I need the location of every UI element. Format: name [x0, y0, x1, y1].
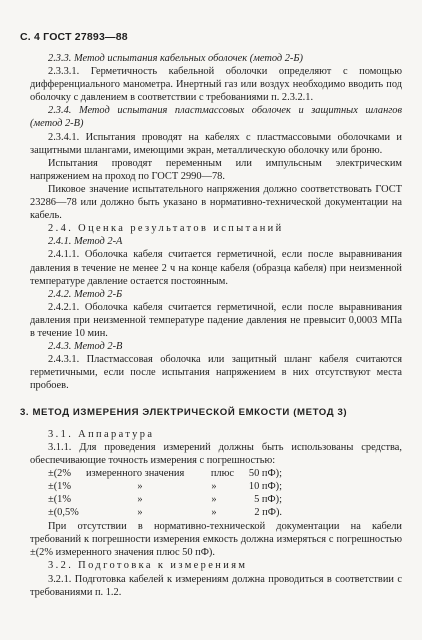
clause-2-3-4-heading: 2.3.4. Метод испытания пластмассовых оболочек и защитных шлангов (метод 2-В) [30, 105, 402, 130]
clause-2-4-heading: 2.4. Оценка результатов испытаний [48, 223, 284, 235]
accuracy-list [30, 467, 402, 519]
accuracy-row: ±(2% измеренного значения плюс 50 пФ); [48, 467, 282, 479]
clause-3-1-heading: 3.1. Аппаратура [48, 428, 155, 440]
paragraph-peak-voltage: Пиковое значение испытательного напряжения должно соответствовать ГОСТ 23286—78 или должно быть указано в нормативно-технической документации на кабель. [30, 183, 402, 222]
clause-3-2-heading: 3.2. Подготовка к измерениям [48, 560, 248, 572]
document-body [20, 52, 402, 599]
paragraph-test-voltage: Испытания проводят переменным или импульсным электрическим напряжением на проход по ГОСТ 2990—78. [30, 157, 402, 182]
clause-2-4-3-1: 2.4.3.1. Пластмассовая оболочка или защитный шланг кабеля считаются герметичными, если после испытания напряжением в них отсутствуют места пробоев. [30, 354, 402, 392]
clause-2-3-4-1: 2.3.4.1. Испытания проводят на кабелях с пластмассовыми оболочками и защитными шлангами, имеющими экран, металлическую оболочку или броню. [30, 131, 402, 156]
clause-2-4-3-heading: 2.4.3. Метод 2-В [48, 341, 123, 353]
clause-2-4-1-1: 2.4.1.1. Оболочка кабеля считается герметичной, если после выравнивания давления в течение не менее 2 ч на конце кабеля (образца кабеля) при неизменной температуре давление остается постоянным. [30, 249, 402, 287]
clause-2-4-1-heading: 2.4.1. Метод 2-А [48, 236, 123, 248]
section-3-title: 3. МЕТОД ИЗМЕРЕНИЯ ЭЛЕКТРИЧЕСКОЙ ЕМКОСТИ (МЕТОД 3) [20, 407, 348, 419]
accuracy-row: ±(1% » » 10 пФ); [48, 480, 282, 492]
clause-3-2-1: 3.2.1. Подготовка кабелей к измерениям должна проводиться в соответствии с требованиями п. 1.2. [30, 573, 402, 598]
paragraph-default-accuracy: При отсутствии в нормативно-технической документации на кабели требований к погрешности измерения емкость должна измеряться с погрешностью ±(2% измеренного значения плюс 50 пФ). [30, 521, 402, 559]
clause-2-3-3-heading: 2.3.3. Метод испытания кабельных оболочек (метод 2-Б) [48, 53, 303, 64]
clause-2-4-2-heading: 2.4.2. Метод 2-Б [48, 288, 123, 300]
accuracy-row: ±(0,5% » » 2 пФ). [48, 507, 282, 519]
clause-2-4-2-1: 2.4.2.1. Оболочка кабеля считается герметичной, если после выравнивания давления при неизменной температуре падение давления не превысит 0,0003 МПа в течение 10 мин. [30, 301, 402, 339]
page-header: С. 4 ГОСТ 27893—88 [20, 31, 128, 43]
clause-2-3-3-1: 2.3.3.1. Герметичность кабельной оболочки определяют с помощью дифференциального манометра. Инертный газ или воздух необходимо вводить под оболочку с давлением в соответствии с требованиями п. 2.3.2.1. [30, 66, 402, 104]
clause-3-1-1: 3.1.1. Для проведения измерений должны быть использованы средства, обеспечивающие точность измерения с погрешностью: [30, 441, 402, 466]
accuracy-row: ±(1% » » 5 пФ); [48, 494, 282, 505]
